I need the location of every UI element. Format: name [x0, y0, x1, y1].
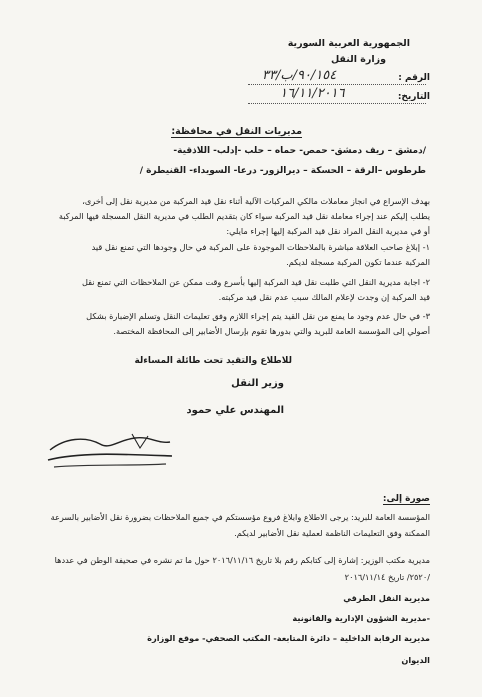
- copy-line-7: مديرية الرقابة الداخلية – دائرة المتابعة- المكتب الصحفي- موقع الوزارة: [147, 633, 430, 643]
- copy-line-8: الديوان: [401, 655, 430, 665]
- date-label: التاريخ:: [397, 92, 430, 102]
- copy-line-3: مديرية مكتب الوزير: إشارة إلى كتابكم رقم بلا تاريخ ٢٠١٦/١١/١٦ حول ما تم نشره في صحيفة الوطن في عددها: [54, 555, 430, 565]
- copy-line-2: الممكنة وفق التعليمات الناظمة لعملية نقل الأضابير لديكم.: [234, 528, 430, 538]
- item2-line-2: قيد المركبة إن وجدت لإعلام المالك سبب عدم نقل قيد مركبته.: [218, 292, 430, 302]
- intro-line-2: يطلب إليكم عند إجراء معاملة نقل قيد المركبة سواء كان بتقديم الطلب في مديرية النقل المسجلة فيها المركبة: [58, 211, 430, 221]
- date-value-handwritten: ١٦/١١/٢٠١٦: [280, 86, 345, 101]
- copy-line-4: /٢٥٢٠/ تاريخ ٢٠١٦/١١/١٤: [344, 572, 430, 582]
- closing-line: للاطلاع والتقيد تحت طائلة المساءلة: [134, 356, 292, 366]
- number-value-handwritten: ٩٠/١٥٤/ب/٣٣: [262, 68, 337, 83]
- signature-name: المهندس علي حمود: [186, 405, 284, 416]
- intro-line-3: أو في مديرية النقل المراد نقل قيد المركبة إليها إجراء مايلي:: [226, 226, 430, 236]
- item3-line-1: ٣- في حال عدم وجود ما يمنع من نقل القيد يتم إجراء اللازم وفق تعليمات النقل وتسلم الإضبارة بشكل: [86, 311, 430, 321]
- item2-line-1: ٢- اجابة مديرية النقل التي طلبت نقل قيد المركبة إليها بأسرع وقت ممكن عن الملاحظات التي تمنع نقل: [81, 277, 430, 287]
- republic-heading: الجمهورية العربية السورية: [287, 38, 410, 49]
- addressee-cities-line2: طرطوس –الرقة – الحسكة – ديرالزور- درعا- السويداء- القنيطرة /: [139, 166, 426, 176]
- item3-line-2: أصولي إلى المؤسسة العامة للبريد والتي بدورها تقوم بإرسال الأضابير إلى المحافظة المختصة.: [113, 326, 430, 336]
- copy-line-1: المؤسسة العامة للبريد: يرجى الاطلاع وابلاغ فروع مؤسستكم في جميع الملاحظات بضرورة نقل الأضابير بالسرعة: [50, 512, 430, 522]
- date-dotted-line: [248, 103, 426, 104]
- addressee-cities-line1: /دمشق – ريف دمشق- حمص- حماه – حلب -إدلب- اللاذقية-: [173, 146, 426, 156]
- addressee-title: مديريات النقل في محافظة:: [171, 126, 302, 137]
- signature-title: وزير النقل: [231, 378, 284, 389]
- number-dotted-line: [248, 84, 426, 85]
- ministry-heading: وزارة النقل: [330, 54, 386, 65]
- number-label: الرقم :: [398, 73, 430, 83]
- copy-line-5: مديرية النقل الطرقي: [343, 593, 430, 603]
- handwritten-signature: [40, 430, 180, 475]
- copy-line-6: -مديرية الشؤون الإدارية والقانونية: [292, 613, 430, 623]
- intro-line-1: بهدف الإسراع في انجاز معاملات مالكي المركبات الآلية أثناء نقل قيد المركبة من مديرية نقل إلى أخرى،: [82, 196, 430, 206]
- item1-line-2: المركبة عندما تكون المركبة مسجلة لديكم.: [286, 257, 430, 267]
- copies-heading: صورة إلى:: [382, 494, 430, 504]
- item1-line-1: ١- إبلاغ صاحب العلاقة مباشرة بالملاحظات الموجودة على المركبة في حال وجودها التي تمنع نقل قيد: [91, 242, 430, 252]
